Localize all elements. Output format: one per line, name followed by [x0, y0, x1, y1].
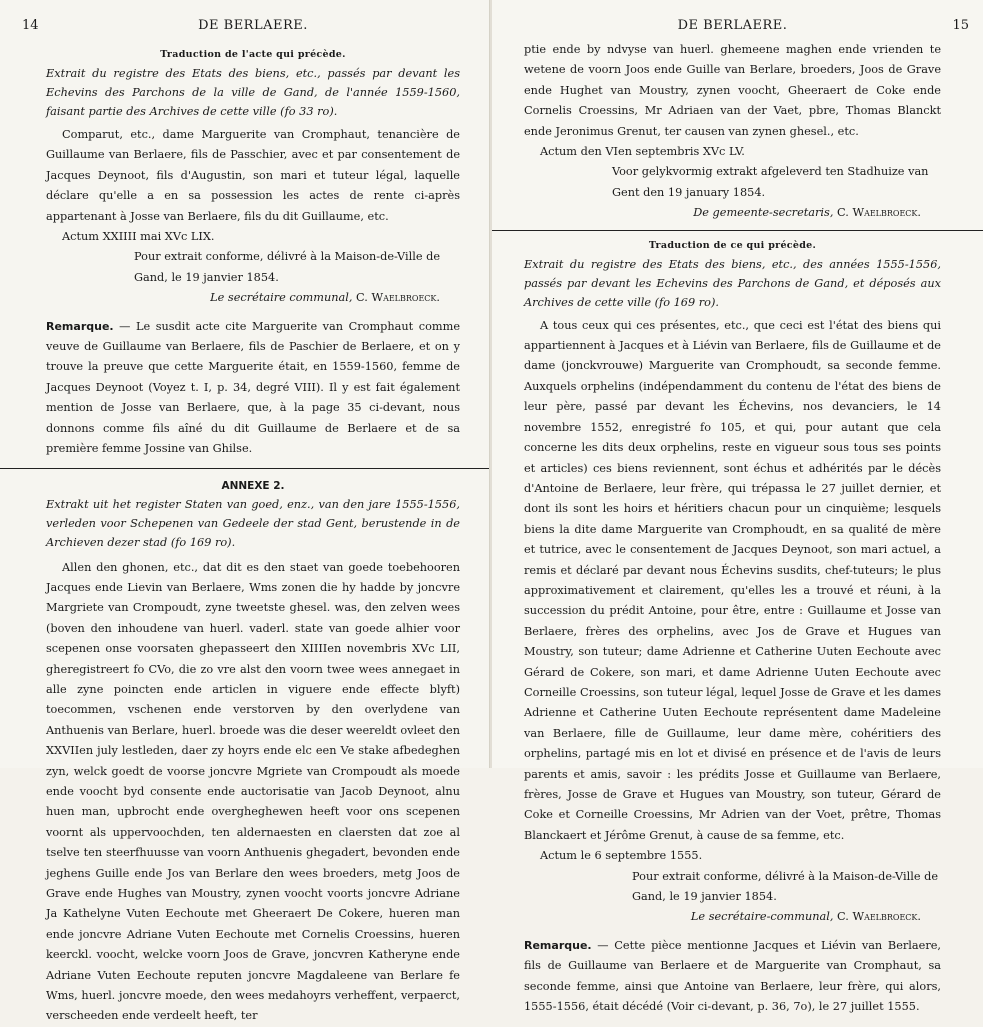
annex-title: ANNEXE 2. [221, 479, 285, 492]
page-number: 15 [952, 18, 969, 33]
left-page-header [22, 16, 460, 44]
right-page-header [524, 16, 969, 44]
section-title: Traduction de ce qui précède. [648, 239, 817, 251]
annex-text: Allen den ghonen, etc., dat dit es den staet van goede toebehooren Jacques ende Lievin van Berlaere, Wms zonen die hy hadde by joncvre Margriete van Crompoudt, zyne tweetste ghesel. was, den zelven wees (boven den inhoudene van huerl. vaderl. state van goede alhier voor scepenen onse voorsaten ghepasseert den XIIIIen novembris XVc LII, gheregistreert fo CVo, die zo vre alst den voorn twee wees annegaet in alle zyne poincten ende articlen in viguere ende effecte blyft) toecommen, vschenen ende verstorven by den overlydene van Anthuenis van Berlare, huerl. broede was die deser weereldt ovleet den XXVIIen july lestleden, daer zy hoyrs ende elc een Ve stake afbedeghen zyn, welck goedt de voorse joncvre Mgriete van Crompoudt als moede ende voocht byd consente ende auctorisatie van Jacob Deynoot, alnu huen man, upbrocht ende overgheghewen heeft voor ons scepenen voornt als uppervoochden, ten aldernaesten en claersten dat zoe al tselve ten steerfhuusse van voorn Anthuenis ghegadert, bevonden ende jeghens Guille ende Jos van Berlare den wees broeders, metg Joos de Grave ende Hughes van Moustry, zynen voocht voorts joncvre Adriane Ja Kathelyne Vuten Eechoute met Gheeraert De Cokere, hueren man ende joncvre Adriane Vuten Eechoute met Cornelis Croessins, hueren keerckl. voocht, welcke voorn Joos de Grave, joncvren Katheryne ende Adriane Vuten Eechoute reputen joncvre Magdaleene van Berlare fe Wms, huerl. joncvre moede, den wees medahoyrs verheffent, verpaerct, verscheeden ende verdeelt heeft, ter [46, 560, 460, 1023]
actum: Actum den VIen septembris XVc LV. [540, 145, 745, 159]
certification: Voor gelykvormig extrakt afgeleverd ten Stadhuize van Gent den 19 january 1854. [612, 165, 929, 199]
signature-name: C. Waelbroeck. [837, 910, 921, 924]
certification: Pour extrait conforme, délivré à la Maison-de-Ville de Gand, le 19 janvier 1854. [134, 250, 441, 284]
running-head: DE BERLAERE. [198, 18, 308, 33]
signature-role: Le secrétaire communal, [210, 291, 353, 305]
page-number: 14 [22, 18, 39, 33]
paragraph: Comparut, etc., dame Marguerite van Cromphaut, tenancière de Guillaume van Berlaere, fils de Passchier, avec et par consentement de Jacques Deynoot, fils d'Augustin, son mari et tuteur légal, laquelle déclare qu'elle a en sa possession les actes de rente ci-après appartenant à Josse van Berlaere, fils du dit Guillaume, etc. [46, 128, 460, 223]
remark-text: — Cette pièce mentionne Jacques et Liévin van Berlaere, fils de Guillaume van Berlaere et de Marguerite van Cromphaut, sa seconde femme, ainsi que Antoine van Berlaere, leur frère, qui alors, 1555-1556, était décédé (Voir ci-devant, p. 36, 7o), le 27 juillet 1555. [524, 938, 941, 1014]
signature [524, 203, 941, 223]
remark-text: — Le susdit acte cite Marguerite van Cromphaut comme veuve de Guillaume van Berlaere, fils de Paschier de Berlaere, et on y trouve la preuve que cette Marguerite était, en 1559-1560, femme de Jacques Deynoot (Voyez t. I, p. 34, degré VIII). Il y est fait également mention de Josse van Berlaere, que, à la page 35 ci-devant, nous donnons comme fils aîné du dit Guillaume de Berlaere et de sa première femme Jossine van Ghilse. [46, 319, 460, 456]
divider [0, 468, 490, 469]
extract-intro: Extrait du registre des Etats des biens, etc., passés par devant les Echevins des Parchons de la ville de Gand, de l'année 1559-1560, faisant partie des Archives de cette ville (fo 33 ro). [46, 67, 460, 118]
remark [524, 936, 941, 1018]
running-head: DE BERLAERE. [677, 18, 788, 33]
remark-label: Remarque. [46, 319, 114, 333]
signature-name: C. Waelbroeck. [356, 291, 440, 305]
signature-name: C. Waelbroeck. [837, 206, 921, 220]
actum: Actum XXIIII mai XVc LIX. [62, 230, 215, 244]
signature-role: Le secrétaire-communal, [690, 910, 834, 924]
section-title: Traduction de l'acte qui précède. [160, 49, 346, 60]
signature-role: De gemeente-secretaris, [693, 206, 834, 220]
signature [46, 288, 460, 308]
remark [46, 317, 460, 460]
left-page [0, 0, 490, 1023]
paragraph: A tous ceux qui ces présentes, etc., que ceci est l'état des biens qui appartiennent à Jacques et à Liévin van Berlaere, fils de Guillaume et de dame (jonckvrouwe) Marguerite van Cromphoudt, sa seconde femme. Auxquels orphelins (indépendamment du contenu de l'état des biens de leur père, passé par devant les Échevins, nos devanciers, le 14 novembre 1552, enregistré fo 105, et qui, pour autant que cela concerne les dits deux orphelins, reste en vigueur sous tous ses points et articles) ces biens reviennent, sont échus et adhérités par le décès d'Antoine de Berlaere, leur frère, qui trépassa le 27 juillet dernier, et dont ils sont les hoirs et héritiers chacun pour un cinquième; lesquels biens la dite dame Marguerite van Cromphoudt, en sa qualité de mère et tutrice, avec le consentement de Jacques Deynoot, son mari actuel, a remis et déclaré par devant nous Échevins susdits, chef-tuteurs; le plus approximativement et clairement, qu'elles les a trouvé et réuni, à la succession du prédit Antoine, pour être, entre : Guillaume et Josse van Berlaere, frères des orphelins, avec Jos de Grave et Hugues van Moustry, son tuteur; dame Adrienne et Catherine Uuten Eechoute avec Gérard de Cokere, son mari, et dame Adrienne Uuten Eechoute avec Corneille Croessins, son tuteur légal, lequel Josse de Grave et les dames Adrienne et Catherine Uuten Eechoute représentent dame Madeleine van Berlaere, fille de Guillaume, leur dame mère, cohéritiers des orphelins, partagé mis en lot et divisé en présence et de l'avis de leurs parents et amis, savoir : les prédits Josse et Guillaume van Berlaere, frères, Josse de Grave et Hugues van Moustry, son tuteur, Gérard de Coke et Corneille Croessins, Mr Adrien van der Voet, prêtre, Thomas Blanckaert et Jérôme Grenut, à cause de sa femme, etc. [524, 318, 941, 842]
right-page [492, 0, 983, 1014]
divider [492, 230, 983, 231]
continuation-text: ptie ende by ndvyse van huerl. ghemeene maghen ende vrienden te wetene de voorn Joos ende Guille van Berlare, broeders, Joos de Grave ende Hughet van Moustry, zynen voocht, Gheeraert de Coke ende Cornelis Croessins, Mr Adriaen van der Vaet, pbre, Thomas Blanckt ende Jeronimus Grenut, ter causen van zynen ghesel., etc. [524, 43, 941, 138]
signature [524, 907, 941, 927]
extract-intro: Extrait du registre des Etats des biens, etc., des années 1555-1556, passés par devant les Echevins des Parchons de Gand, et déposés aux Archives de cette ville (fo 169 ro). [524, 257, 941, 309]
certification: Pour extrait conforme, délivré à la Maison-de-Ville de Gand, le 19 janvier 1854. [632, 869, 939, 904]
remark-label: Remarque. [524, 938, 592, 952]
annex-intro: Extrakt uit het register Staten van goed, enz., van den jare 1555-1556, verleden voor Schepenen van Gedeele der stad Gent, berustende in de Archieven dezer stad (fo 169 ro). [46, 497, 460, 549]
actum: Actum le 6 septembre 1555. [540, 849, 703, 863]
